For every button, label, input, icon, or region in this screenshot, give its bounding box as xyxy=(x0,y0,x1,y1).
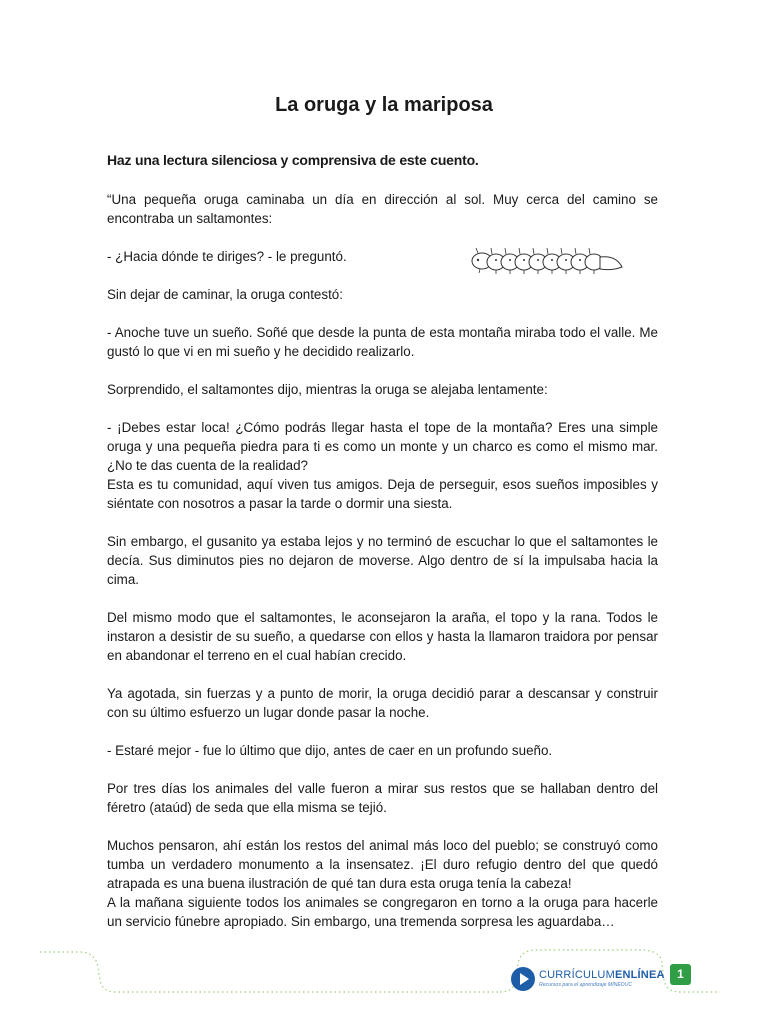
story-paragraph: Sin dejar de caminar, la oruga contestó: xyxy=(107,287,343,302)
story-paragraph: - ¿Hacia dónde te diriges? - le preguntó. xyxy=(107,249,347,264)
story-paragraph: “Una pequeña oruga caminaba un día en dirección al sol. Muy cerca del camino se encontraba un saltamontes: xyxy=(107,192,658,226)
story-paragraph: Del mismo modo que el saltamontes, le aconsejaron la araña, el topo y la rana. Todos le instaron a desistir de su sueño, a quedarse con ellos y hasta la llamaron traidora por pensar en abandonar el terreno en el cual habían crecido. xyxy=(107,610,658,663)
story-paragraph: - ¡Debes estar loca! ¿Cómo podrás llegar hasta el tope de la montaña? Eres una simple oruga y una pequeña piedra para ti es como un monte y un charco es como el mismo mar. ¿No te das cuenta de la realidad? xyxy=(107,420,658,473)
page-number-badge: 1 xyxy=(670,964,691,985)
story-paragraph: Sin embargo, el gusanito ya estaba lejos y no terminó de escuchar lo que el saltamontes le decía. Sus diminutos pies no dejaron de moverse. Algo dentro de sí la impulsaba hacia la cima. xyxy=(107,534,658,587)
curriculum-en-linea-logo xyxy=(511,967,665,991)
reading-instruction: Haz una lectura silenciosa y comprensiva de este cuento. xyxy=(107,152,479,168)
story-paragraph: Muchos pensaron, ahí están los restos del animal más loco del pueblo; se construyó como tumba un verdadero monumento a la insensatez. ¡El duro refugio dentro del que quedó atrapada es una buena ilustración de qué tan dura esta oruga tenía la cabeza! xyxy=(107,838,658,891)
story-paragraph: - Anoche tuve un sueño. Soñé que desde la punta de esta montaña miraba todo el valle. Me gustó lo que vi en mi sueño y he decidido realizarlo. xyxy=(107,325,658,359)
page-title: La oruga y la mariposa xyxy=(275,94,493,116)
story-paragraph: - Estaré mejor - fue lo último que dijo, antes de caer en un profundo sueño. xyxy=(107,743,553,758)
story-paragraph: A la mañana siguiente todos los animales se congregaron en torno a la oruga para hacerle un servicio fúnebre apropiado. Sin embargo, una tremenda sorpresa les aguardaba… xyxy=(107,895,658,929)
story-body xyxy=(107,190,658,950)
logo-tagline: Recursos para el aprendizaje MINEDUC xyxy=(539,981,633,988)
story-paragraph: Por tres días los animales del valle fueron a mirar sus restos que se hallaban dentro del féretro (ataúd) de seda que ella misma se tejió. xyxy=(107,781,658,815)
story-paragraph: Sorprendido, el saltamontes dijo, mientras la oruga se alejaba lentamente: xyxy=(107,382,548,397)
story-paragraph: Esta es tu comunidad, aquí viven tus amigos. Deja de perseguir, esos sueños imposibles y siéntate con nosotros a pasar la tarde o dormir una siesta. xyxy=(107,477,658,511)
play-arrow-icon xyxy=(511,967,535,991)
logo-wordmark: CURRÍCULUMENLÍNEA xyxy=(539,968,665,981)
story-paragraph: Ya agotada, sin fuerzas y a punto de morir, la oruga decidió parar a descansar y construir con su último esfuerzo un lugar donde pasar la noche. xyxy=(107,686,658,720)
